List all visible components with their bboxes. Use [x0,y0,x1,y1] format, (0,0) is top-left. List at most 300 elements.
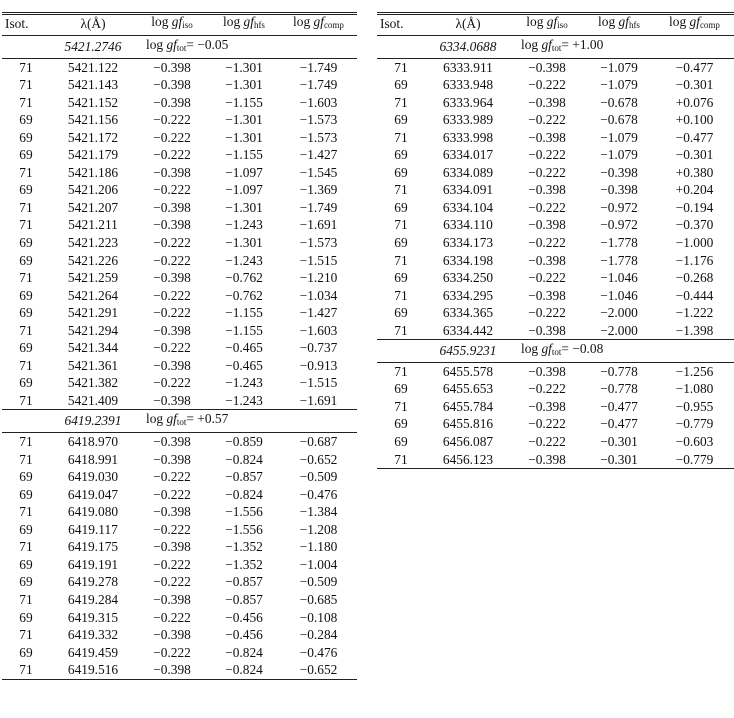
log-gf-comp-cell: −0.370 [675,217,714,233]
iso-subscript: iso [557,20,568,31]
table-row [2,486,357,504]
isotope-cell: 69 [394,381,408,397]
isotope-cell: 69 [19,469,33,485]
wavelength-cell: 6419.516 [50,661,136,679]
log-gf-comp-cell: +0.100 [675,112,714,128]
table-row [377,398,734,416]
log-gf-comp-cell: −0.268 [675,270,714,286]
table-row [2,374,357,392]
log-gf-iso-cell: −0.398 [153,392,191,408]
log-gf-hfs-cell: −0.301 [583,451,655,469]
log-gf-hfs-cell: −0.857 [225,574,263,590]
table-row [2,216,357,234]
log-gf-comp-cell: −1.515 [299,252,338,268]
gf-symbol: gf [243,14,254,30]
tot-subscript: tot [176,417,187,428]
isotope-cell: 69 [394,199,408,215]
log-gf-hfs-cell: −0.465 [225,340,263,356]
log-gf-iso-cell: −0.398 [528,217,566,233]
gf-symbol: gf [541,341,552,357]
log-gf-comp-cell: −1.176 [675,252,714,268]
isotope-cell: 71 [19,94,33,110]
log-prefix: log [146,411,167,427]
isotope-cell: 69 [394,434,408,450]
log-gf-comp-cell: −0.477 [675,129,714,145]
log-gf-comp-cell: −1.603 [299,94,338,110]
table-row [2,111,357,129]
log-gf-iso-cell: −0.398 [528,129,566,145]
table-row [2,503,357,521]
log-gf-hfs-cell: −1.352 [225,539,263,555]
wavelength-cell: 6419.175 [67,539,119,555]
table-row [377,111,734,129]
isotope-cell: 69 [394,416,408,432]
wavelength-cell: 5421.226 [67,252,119,268]
tot-subscript: tot [176,43,187,53]
wavelength-cell: 6334.295 [442,287,494,303]
col-header-isotope: Isot. [2,13,50,36]
isotope-cell: 71 [394,252,408,268]
isotope-cell: 71 [377,451,425,469]
isotope-cell: 69 [19,609,33,625]
group-wavelength: 6419.2391 [50,410,136,433]
log-prefix: log [293,14,314,30]
isotope-cell: 71 [394,129,408,145]
comp-subscript: comp [699,20,720,31]
table-row [377,76,734,94]
log-gf-hfs-cell: −1.155 [225,322,263,338]
table-row [377,164,734,182]
log-gf-iso-cell: −0.398 [528,398,566,414]
wavelength-cell: 5421.382 [67,375,119,391]
log-gf-iso-cell: −0.398 [153,591,191,607]
log-prefix: log [598,14,619,30]
log-gf-comp-cell: −1.427 [299,305,338,321]
log-gf-iso-cell: −0.398 [153,627,191,643]
log-gf-comp-cell: −1.573 [299,235,338,251]
table-row [2,392,357,410]
isotope-cell: 71 [394,94,408,110]
log-gf-hfs-cell: −0.778 [600,363,638,379]
table-row [377,94,734,112]
table-row [2,538,357,556]
log-gf-comp-cell: −0.603 [675,434,714,450]
table-row [377,322,734,340]
log-gf-iso-cell: −0.222 [153,252,191,268]
wavelength-cell: 6419.278 [67,574,119,590]
isotope-cell: 71 [394,322,408,338]
left-data-table [2,12,357,680]
iso-subscript: iso [182,20,193,31]
log-gf-iso-cell: −0.398 [153,504,191,520]
log-gf-iso-cell: −0.222 [528,199,566,215]
wavelength-cell: 6333.964 [442,94,494,110]
table-row [377,304,734,322]
wavelength-cell: 6418.991 [67,451,119,467]
log-gf-iso-cell: −0.398 [511,451,583,469]
log-gf-comp-cell: −1.080 [675,381,714,397]
gf-symbol: gf [689,14,700,30]
log-gf-iso-cell: −0.398 [153,164,191,180]
table-row [377,216,734,234]
log-gf-hfs-cell: −0.972 [600,217,638,233]
log-gf-hfs-cell: −2.000 [600,322,638,338]
log-gf-iso-cell: −0.222 [153,305,191,321]
log-gf-comp-cell: −1.573 [299,112,338,128]
log-gf-comp-cell: −1.691 [299,217,338,233]
group-total-log-gf [511,340,734,363]
wavelength-cell: 6419.191 [67,556,119,572]
wavelength-cell: 6419.315 [67,609,119,625]
wavelength-cell: 6333.948 [442,77,494,93]
log-gf-comp-cell: −0.194 [675,199,714,215]
isotope-cell: 69 [394,270,408,286]
log-gf-iso-cell: −0.222 [153,609,191,625]
table-row [2,252,357,270]
group-spacer [2,410,50,433]
gf-symbol: gf [546,14,558,30]
log-gf-iso-cell: −0.398 [153,270,191,286]
isotope-cell: 69 [19,340,33,356]
table-row [377,380,734,398]
wavelength-cell: 5421.152 [67,94,119,110]
log-prefix: log [526,14,547,30]
log-prefix: log [669,14,690,30]
log-gf-comp-cell: −1.004 [299,556,338,572]
log-gf-iso-cell: −0.398 [153,539,191,555]
group-total-log-gf [511,36,734,59]
isotope-cell: 71 [19,270,33,286]
gf-symbol: gf [166,411,177,427]
isotope-cell: 69 [394,147,408,163]
log-gf-comp-cell: −0.779 [675,416,714,432]
wavelength-cell: 5421.291 [67,305,119,321]
isotope-cell: 69 [19,556,33,572]
isotope-cell: 71 [2,661,50,679]
right-table-header [377,13,734,36]
col-header-log-gf-hfs [208,13,280,36]
isotope-cell: 71 [19,217,33,233]
log-gf-comp-cell: −0.779 [655,451,734,469]
log-gf-comp-cell: +0.076 [675,94,714,110]
total-log-value: = −0.08 [561,341,604,357]
wavelength-cell: 5421.143 [67,77,119,93]
table-row [2,129,357,147]
log-gf-hfs-cell: −1.243 [225,375,263,391]
wavelength-cell: 6455.578 [442,363,494,379]
log-prefix: log [146,37,167,52]
log-gf-iso-cell: −0.398 [153,357,191,373]
group-header-row [2,410,357,433]
isotope-cell: 71 [19,357,33,373]
log-gf-hfs-cell: −1.097 [225,164,263,180]
wavelength-cell: 6419.332 [67,627,119,643]
log-gf-iso-cell: −0.222 [153,521,191,537]
table-row [2,199,357,217]
log-gf-iso-cell: −0.222 [153,644,191,660]
log-gf-comp-cell: −1.034 [299,287,338,303]
table-row [377,199,734,217]
wavelength-cell: 5421.207 [67,199,119,215]
table-row [2,556,357,574]
log-gf-comp-cell: +0.204 [675,182,714,198]
table-row [2,357,357,375]
wavelength-cell: 6334.173 [442,235,494,251]
wavelength-cell: 5421.344 [67,340,119,356]
log-gf-hfs-cell: −1.301 [225,129,263,145]
log-gf-comp-cell: −0.687 [299,434,338,450]
table-row [2,287,357,305]
log-gf-iso-cell: −0.398 [153,322,191,338]
line-group [2,410,357,679]
table-row [377,451,734,469]
log-gf-comp-cell: −1.515 [299,375,338,391]
wavelength-cell: 5421.294 [67,322,119,338]
log-gf-iso-cell: −0.222 [153,235,191,251]
gf-symbol: gf [541,37,552,52]
wavelength-cell: 6419.030 [67,469,119,485]
isotope-cell: 69 [19,287,33,303]
log-gf-iso-cell: −0.222 [153,147,191,163]
log-gf-iso-cell: −0.222 [153,287,191,303]
log-gf-iso-cell: −0.222 [528,112,566,128]
log-gf-hfs-cell: −1.301 [225,59,263,75]
log-gf-hfs-cell: −2.000 [600,305,638,321]
log-gf-comp-cell: −0.652 [299,451,338,467]
log-gf-hfs-cell: −0.398 [600,182,638,198]
log-gf-iso-cell: −0.398 [136,661,208,679]
isotope-cell: 69 [19,644,33,660]
table-row [377,252,734,270]
log-gf-hfs-cell: −0.824 [208,661,280,679]
isotope-cell: 69 [19,129,33,145]
group-spacer [2,36,50,59]
log-gf-comp-cell: −1.691 [299,392,338,408]
wavelength-cell: 6333.998 [442,129,494,145]
wavelength-cell: 6418.970 [67,434,119,450]
wavelength-cell: 5421.179 [67,147,119,163]
log-gf-iso-cell: −0.222 [528,381,566,397]
log-gf-comp-cell: −1.573 [299,129,338,145]
wavelength-cell: 6455.816 [442,416,494,432]
wavelength-cell: 6334.104 [442,199,494,215]
log-gf-hfs-cell: −1.556 [225,521,263,537]
log-gf-comp-cell: −0.685 [299,591,338,607]
isotope-cell: 71 [394,217,408,233]
log-gf-iso-cell: −0.222 [528,164,566,180]
log-gf-iso-cell: −0.398 [153,94,191,110]
table-row [2,609,357,627]
wavelength-cell: 6334.365 [442,305,494,321]
isotope-cell: 71 [19,164,33,180]
log-gf-comp-cell: −0.955 [675,398,714,414]
comp-subscript: comp [323,20,344,31]
isotope-cell: 71 [19,627,33,643]
log-gf-comp-cell: −1.545 [299,164,338,180]
log-gf-iso-cell: −0.398 [528,59,566,75]
log-gf-comp-cell: −1.180 [299,539,338,555]
col-header-log-gf-iso [511,13,583,36]
log-gf-hfs-cell: −0.824 [225,486,263,502]
group-wavelength: 6455.9231 [425,340,511,363]
group-header-row [2,36,357,59]
wavelength-cell: 5421.172 [67,129,119,145]
log-gf-comp-cell: −0.301 [675,147,714,163]
isotope-cell: 71 [19,451,33,467]
col-header-log-gf-iso [136,13,208,36]
tot-subscript: tot [551,347,562,358]
log-gf-comp-cell: −1.208 [299,521,338,537]
wavelength-cell: 6419.080 [67,504,119,520]
log-gf-iso-cell: −0.398 [153,59,191,75]
log-gf-hfs-cell: −0.477 [600,398,638,414]
log-gf-hfs-cell: −1.352 [225,556,263,572]
log-gf-iso-cell: −0.222 [153,574,191,590]
log-prefix: log [521,341,542,357]
log-gf-iso-cell: −0.222 [528,147,566,163]
group-wavelength: 5421.2746 [50,36,136,59]
wavelength-cell: 5421.223 [67,235,119,251]
isotope-cell: 71 [394,363,408,379]
log-gf-comp-cell: −1.384 [299,504,338,520]
log-gf-comp-cell: −1.369 [299,182,338,198]
log-gf-comp-cell: −0.509 [299,469,338,485]
log-gf-comp-cell: −1.256 [675,363,714,379]
isotope-cell: 69 [19,252,33,268]
log-gf-hfs-cell: −0.762 [225,287,263,303]
table-row [377,269,734,287]
isotope-cell: 71 [19,434,33,450]
wavelength-cell: 6333.911 [443,59,493,75]
isotope-cell: 71 [394,398,408,414]
log-gf-hfs-cell: −1.243 [225,392,263,408]
table-row [377,362,734,380]
log-gf-hfs-cell: −0.824 [225,644,263,660]
log-gf-iso-cell: −0.398 [528,322,566,338]
log-gf-comp-cell: −0.913 [299,357,338,373]
log-gf-hfs-cell: −1.155 [225,305,263,321]
table-row [2,76,357,94]
log-gf-hfs-cell: −1.079 [600,129,638,145]
log-gf-hfs-cell: −1.097 [225,182,263,198]
log-gf-iso-cell: −0.222 [528,305,566,321]
isotope-cell: 71 [19,539,33,555]
wavelength-cell: 6334.442 [442,322,494,338]
log-gf-iso-cell: −0.398 [153,217,191,233]
group-wavelength: 6334.0688 [425,36,511,59]
log-gf-comp-cell: −1.222 [675,305,714,321]
log-gf-iso-cell: −0.222 [153,129,191,145]
table-row [2,94,357,112]
isotope-cell: 71 [394,287,408,303]
log-gf-iso-cell: −0.398 [528,182,566,198]
log-gf-comp-cell: −1.749 [299,77,338,93]
wavelength-cell: 6334.089 [442,164,494,180]
table-row [2,269,357,287]
isotope-cell: 69 [394,77,408,93]
log-gf-iso-cell: −0.398 [528,287,566,303]
table-row [2,164,357,182]
table-row [2,322,357,340]
table-row [2,661,357,679]
left-table-header [2,13,357,36]
table-row [377,181,734,199]
total-log-value: = −0.05 [186,37,229,52]
wavelength-cell: 6456.123 [425,451,511,469]
group-spacer [377,36,425,59]
table-row [377,129,734,147]
isotope-cell: 71 [19,77,33,93]
log-gf-iso-cell: −0.398 [153,77,191,93]
log-gf-comp-cell: −0.301 [675,77,714,93]
log-gf-iso-cell: −0.222 [153,340,191,356]
isotope-cell: 71 [19,392,33,408]
log-gf-hfs-cell: −1.301 [225,235,263,251]
log-gf-hfs-cell: −0.465 [225,357,263,373]
log-gf-comp-cell: −0.444 [675,287,714,303]
isotope-cell: 69 [19,305,33,321]
col-header-isotope: Isot. [377,13,425,36]
log-prefix: log [521,37,542,52]
table-row [377,415,734,433]
isotope-cell: 69 [19,182,33,198]
log-gf-hfs-cell: −1.079 [600,77,638,93]
log-prefix: log [223,14,244,30]
log-gf-iso-cell: −0.222 [153,375,191,391]
table-row [2,304,357,322]
log-gf-hfs-cell: −1.079 [600,147,638,163]
isotope-cell: 69 [394,305,408,321]
table-row [2,451,357,469]
col-header-log-gf-comp [280,13,357,36]
group-total-log-gf [136,36,357,59]
tot-subscript: tot [551,43,562,53]
col-header-log-gf-hfs [583,13,655,36]
isotope-cell: 69 [19,486,33,502]
log-gf-iso-cell: −0.398 [153,434,191,450]
wavelength-cell: 5421.409 [67,392,119,408]
total-log-value: = +0.57 [186,411,229,427]
table-row [377,146,734,164]
table-row [377,234,734,252]
log-gf-hfs-cell: −0.477 [600,416,638,432]
hfs-subscript: hfs [628,20,640,31]
line-group [377,36,734,340]
isotope-cell: 69 [19,235,33,251]
log-gf-iso-cell: −0.222 [528,416,566,432]
log-gf-comp-cell: −0.284 [299,627,338,643]
log-gf-comp-cell: −1.749 [299,59,338,75]
table-row [2,146,357,164]
wavelength-cell: 6419.047 [67,486,119,502]
log-gf-comp-cell: +0.380 [675,164,714,180]
table-row [2,58,357,76]
wavelength-cell: 5421.211 [68,217,118,233]
hfs-subscript: hfs [253,20,265,31]
table-row [377,433,734,451]
log-gf-comp-cell: −1.000 [675,235,714,251]
isotope-cell: 69 [394,112,408,128]
log-gf-hfs-cell: −0.678 [600,94,638,110]
log-gf-hfs-cell: −0.456 [225,609,263,625]
group-spacer [377,340,425,363]
isotope-cell: 69 [19,521,33,537]
log-gf-hfs-cell: −1.079 [600,59,638,75]
log-prefix: log [151,14,172,30]
table-row [2,573,357,591]
log-gf-iso-cell: −0.398 [528,94,566,110]
wavelength-cell: 5421.259 [67,270,119,286]
